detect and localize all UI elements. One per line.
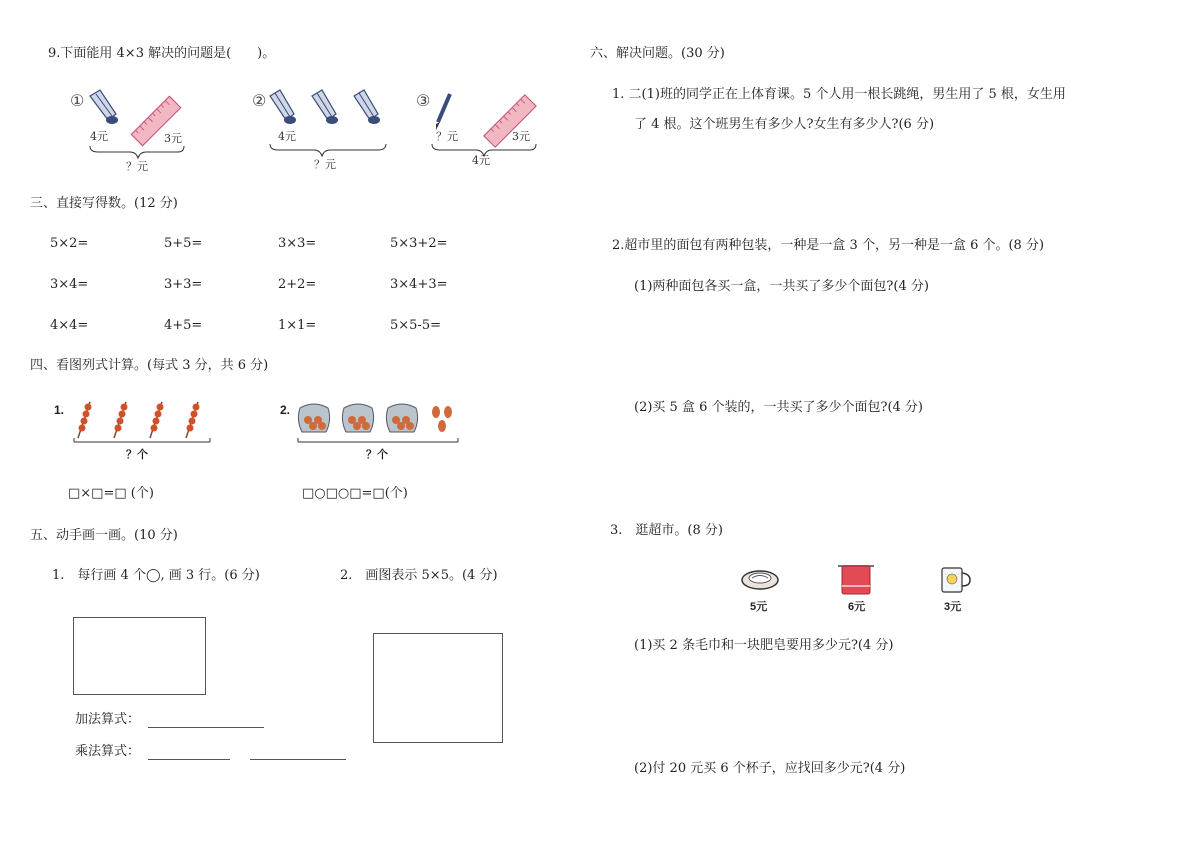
supermarket-items-figure [734, 560, 984, 616]
price-label: 3元 [164, 132, 182, 145]
formula-1: □×□=□ (个) [68, 486, 154, 501]
price-label: 4元 [90, 130, 108, 143]
drawing-box-1[interactable] [73, 617, 206, 695]
drawing-box-2[interactable] [373, 633, 503, 743]
q9-option-3-figure [414, 84, 554, 174]
q3-part-1: (1)买 2 条毛巾和一块肥皂要用多少元?(4 分) [634, 638, 894, 653]
q3-part-2: (2)付 20 元买 6 个杯子，应找回多少元?(4 分) [634, 761, 906, 776]
multiplication-answer-line-2[interactable] [250, 759, 346, 760]
arith-item: 5+5= [164, 236, 203, 251]
arith-item: 5×2= [50, 236, 89, 251]
draw-question-1: 1. 每行画 4 个◯, 画 3 行。(6 分) [52, 568, 260, 583]
shuttlecock-icon [270, 90, 296, 124]
arith-item: 3×4+3= [390, 277, 448, 292]
arith-item: 4×4= [50, 318, 89, 333]
supermarket-items [734, 560, 984, 616]
pencil-icon [436, 94, 450, 130]
candied-haws-icon [150, 402, 164, 438]
draw-question-2: 2. 画图表示 5×5。(4 分) [340, 568, 498, 583]
arith-item: 3×4= [50, 277, 89, 292]
addition-label: 加法算式： [75, 712, 141, 727]
cup-icon [942, 568, 970, 592]
towel-icon [838, 566, 874, 594]
price-label: 3元 [512, 130, 530, 143]
problem-number: 2. [280, 403, 291, 417]
q3-stem: 3. 逛超市。(8 分) [610, 523, 723, 538]
arith-item: 4+5= [164, 318, 203, 333]
candied-haws-icon [186, 402, 200, 438]
shuttlecock-icon [312, 90, 338, 124]
q9-option-1 [68, 84, 208, 174]
arith-item: 1×1= [278, 318, 317, 333]
q2-stem: 2.超市里的面包有两种包装，一种是一盒 3 个，另一种是一盒 6 个。(8 分) [612, 238, 1045, 253]
arith-item: 3+3= [164, 277, 203, 292]
section-6-title: 六、解决问题。(30 分) [590, 46, 725, 61]
q9-option-2 [250, 84, 400, 174]
option-mark: ③ [416, 91, 431, 110]
q2-part-2: (2)买 5 盒 6 个装的，一共买了多少个面包?(4 分) [634, 400, 924, 415]
skewers-figure [50, 398, 220, 466]
price-soap: 5元 [750, 601, 768, 613]
q9-option-1-figure [68, 84, 208, 174]
candied-haws-icon [114, 402, 128, 438]
fruit-bag-icon [342, 404, 373, 432]
loose-fruit-icon [432, 406, 452, 432]
fruit-bags-figure [276, 398, 466, 466]
shuttlecock-icon [354, 90, 380, 124]
multiplication-answer-line-1[interactable] [148, 759, 230, 760]
q9-option-3 [414, 84, 554, 174]
total-label: 4元 [472, 154, 490, 167]
q1-line-2: 了 4 根。这个班男生有多少人?女生有多少人?(6 分) [634, 117, 935, 132]
q9-stem: 9.下面能用 4×3 解决的问题是( )。 [48, 46, 276, 61]
q9-option-2-figure [250, 84, 400, 174]
section-5-title: 五、动手画一画。(10 分) [30, 528, 178, 543]
option-mark: ① [70, 91, 85, 110]
fruit-bag-icon [298, 404, 329, 432]
candied-haws-icon [78, 402, 92, 438]
price-towel: 6元 [848, 601, 866, 613]
price-label: 4元 [278, 130, 296, 143]
addition-answer-line[interactable] [148, 727, 264, 728]
q1-line-1: 1. 二(1)班的同学正在上体育课。5 个人用一根长跳绳，男生用了 5 根，女生用 [612, 87, 1066, 102]
price-cup: 3元 [944, 601, 962, 613]
q2-part-1: (1)两种面包各买一盒，一共买了多少个面包?(4 分) [634, 279, 929, 294]
soap-icon [742, 571, 778, 589]
arith-item: 2+2= [278, 277, 317, 292]
section-3-title: 三、直接写得数。(12 分) [30, 196, 178, 211]
brace-label: ？个 [126, 448, 148, 461]
formula-2: □○□○□=□(个) [302, 486, 408, 501]
section-4-title: 四、看图列式计算。(每式 3 分，共 6 分) [30, 358, 269, 373]
brace-label: ？个 [366, 448, 388, 461]
picture-problem-2 [276, 398, 466, 466]
price-label: ？元 [436, 130, 458, 143]
fruit-bag-icon [386, 404, 417, 432]
total-label: ？元 [314, 158, 336, 171]
multiplication-label: 乘法算式： [75, 744, 141, 759]
arith-item: 5×3+2= [390, 236, 448, 251]
total-label: ？元 [126, 160, 148, 173]
picture-problem-1 [50, 398, 220, 466]
arith-item: 3×3= [278, 236, 317, 251]
problem-number: 1. [54, 403, 65, 417]
shuttlecock-icon [90, 90, 118, 124]
arith-item: 5×5-5= [390, 318, 441, 333]
option-mark: ② [252, 91, 267, 110]
